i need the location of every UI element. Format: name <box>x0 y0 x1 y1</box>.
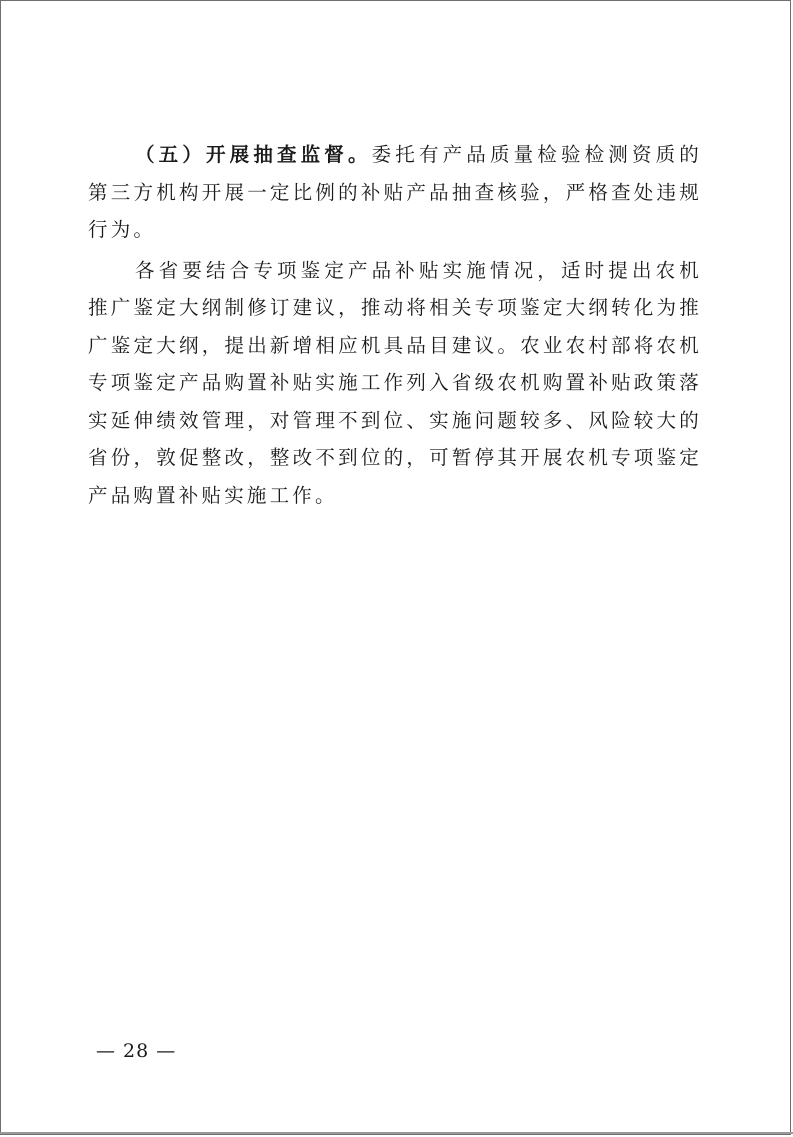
section-heading-inspection: （五）开展抽查监督。 <box>135 143 372 166</box>
page-number: — 28 — <box>96 1040 177 1062</box>
paragraph-text: 委托有产品质量检验检测资质的第三方机构开展一定比例的补贴产品抽查核验，严格查处违规行为。 <box>88 143 702 241</box>
document-body <box>88 136 702 514</box>
paragraph-text: 各省要结合专项鉴定产品补贴实施情况，适时提出农机推广鉴定大纲制修订建议，推动将相关专项鉴定大纲转化为推广鉴定大纲，提出新增相应机具品目建议。农业农村部将农机专项鉴定产品购置补贴实施工作列入省级农机购置补贴政策落实延伸绩效管理，对管理不到位、实施问题较多、风险较大的省份，敦促整改，整改不到位的，可暂停其开展农机专项鉴定产品购置补贴实施工作。 <box>88 258 702 507</box>
paragraph-provincial-requirements <box>88 252 702 515</box>
scan-edge-line <box>0 1132 793 1134</box>
paragraph-supervision <box>88 136 702 249</box>
